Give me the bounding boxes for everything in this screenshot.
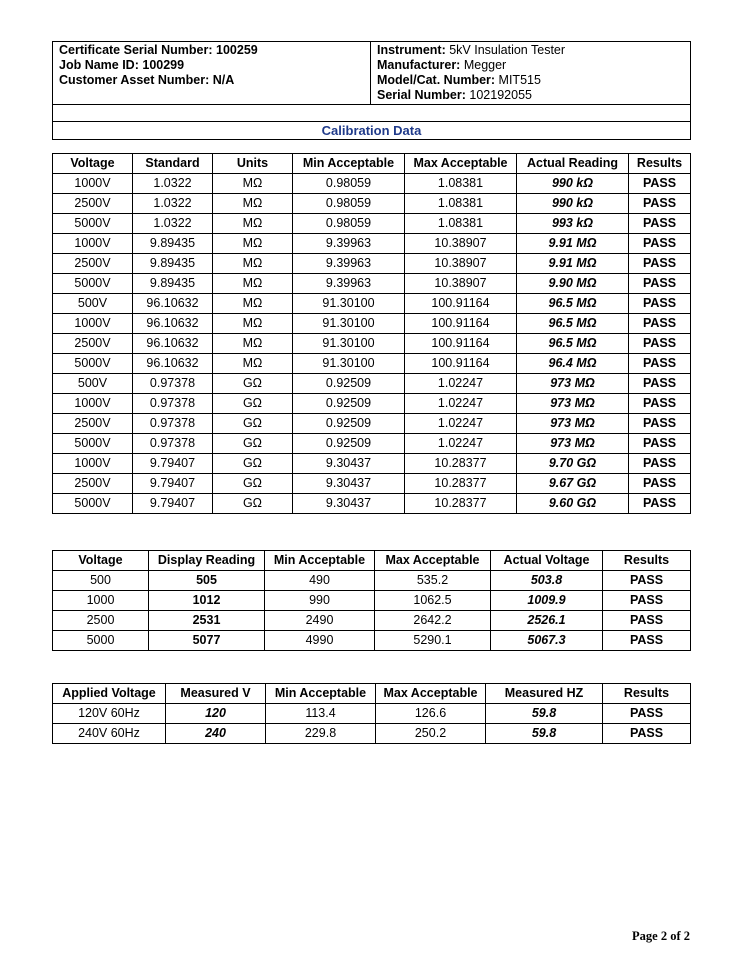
table-cell: 1.02247	[405, 374, 517, 394]
table-cell: GΩ	[213, 374, 293, 394]
table-row	[53, 314, 691, 334]
table-cell: MΩ	[213, 314, 293, 334]
table-cell: GΩ	[213, 454, 293, 474]
table-cell: 5000V	[53, 274, 133, 294]
table-cell: PASS	[629, 454, 691, 474]
table-cell: 5000V	[53, 214, 133, 234]
table-row	[53, 374, 691, 394]
table-cell: PASS	[603, 591, 691, 611]
table-header-row	[53, 154, 691, 174]
column-header: Measured V	[166, 684, 266, 704]
table-cell: 9.89435	[133, 254, 213, 274]
table-cell: 126.6	[376, 704, 486, 724]
table-cell: 10.38907	[405, 254, 517, 274]
table-cell: 0.98059	[293, 214, 405, 234]
table-cell: 1009.9	[491, 591, 603, 611]
table-row	[53, 354, 691, 374]
table-cell: PASS	[603, 724, 691, 744]
table-cell: PASS	[629, 474, 691, 494]
column-header: Measured HZ	[486, 684, 603, 704]
column-header: Max Acceptable	[405, 154, 517, 174]
table-cell: 2490	[265, 611, 375, 631]
table-cell: 229.8	[266, 724, 376, 744]
table-cell: 1000V	[53, 314, 133, 334]
ac-voltage-calibration-table	[52, 683, 691, 744]
table-cell: 240	[166, 724, 266, 744]
table-row	[53, 394, 691, 414]
table-cell: 9.30437	[293, 494, 405, 514]
table-cell: 0.92509	[293, 414, 405, 434]
table-cell: 9.89435	[133, 234, 213, 254]
table-cell: 503.8	[491, 571, 603, 591]
table-cell: 0.92509	[293, 434, 405, 454]
table-row	[53, 194, 691, 214]
table-cell: PASS	[603, 571, 691, 591]
table-cell: 96.5 MΩ	[517, 314, 629, 334]
table-cell: 59.8	[486, 704, 603, 724]
table-cell: 240V 60Hz	[53, 724, 166, 744]
table-cell: 990 kΩ	[517, 194, 629, 214]
table-cell: PASS	[629, 334, 691, 354]
table-cell: PASS	[629, 354, 691, 374]
table-cell: 1.08381	[405, 194, 517, 214]
column-header: Min Acceptable	[293, 154, 405, 174]
table-cell: PASS	[603, 704, 691, 724]
table-cell: 96.10632	[133, 334, 213, 354]
table-cell: 500V	[53, 374, 133, 394]
table-row	[53, 174, 691, 194]
table-cell: PASS	[629, 194, 691, 214]
table-cell: 1062.5	[375, 591, 491, 611]
table-cell: 9.90 MΩ	[517, 274, 629, 294]
table-cell: MΩ	[213, 294, 293, 314]
table-cell: 2500V	[53, 194, 133, 214]
table-cell: 2500V	[53, 414, 133, 434]
table-cell: 91.30100	[293, 354, 405, 374]
table-cell: MΩ	[213, 234, 293, 254]
column-header: Results	[629, 154, 691, 174]
table-cell: 9.60 GΩ	[517, 494, 629, 514]
table-cell: 2500	[53, 611, 149, 631]
table-cell: 0.92509	[293, 374, 405, 394]
table-cell: PASS	[629, 314, 691, 334]
table-cell: 1.0322	[133, 214, 213, 234]
header-left-line: Job Name ID: 100299	[59, 58, 185, 72]
table-cell: 993 kΩ	[517, 214, 629, 234]
table-cell: PASS	[629, 174, 691, 194]
instrument-info-cell	[371, 42, 691, 105]
table-cell: 100.91164	[405, 294, 517, 314]
table-cell: 100.91164	[405, 314, 517, 334]
column-header: Results	[603, 551, 691, 571]
table-cell: 5290.1	[375, 631, 491, 651]
table-cell: PASS	[629, 234, 691, 254]
column-header: Actual Reading	[517, 154, 629, 174]
table-cell: 59.8	[486, 724, 603, 744]
table-cell: 96.5 MΩ	[517, 334, 629, 354]
column-header: Applied Voltage	[53, 684, 166, 704]
table-cell: 9.79407	[133, 474, 213, 494]
table-cell: PASS	[603, 611, 691, 631]
table-cell: 1000V	[53, 454, 133, 474]
table-row	[53, 631, 691, 651]
table-cell: 9.30437	[293, 474, 405, 494]
certificate-info-cell	[53, 42, 371, 105]
table-cell: 5000	[53, 631, 149, 651]
table-header-row	[53, 551, 691, 571]
table-cell: MΩ	[213, 194, 293, 214]
table-cell: PASS	[629, 394, 691, 414]
table-cell: 9.39963	[293, 254, 405, 274]
table-cell: 973 MΩ	[517, 434, 629, 454]
table-cell: 120	[166, 704, 266, 724]
table-cell: 9.89435	[133, 274, 213, 294]
table-cell: 2642.2	[375, 611, 491, 631]
table-cell: 9.79407	[133, 494, 213, 514]
table-cell: 1000	[53, 591, 149, 611]
table-cell: PASS	[629, 374, 691, 394]
table-cell: 0.97378	[133, 414, 213, 434]
resistance-calibration-table	[52, 153, 691, 514]
table-row	[53, 704, 691, 724]
table-cell: 1.08381	[405, 214, 517, 234]
table-cell: 9.67 GΩ	[517, 474, 629, 494]
table-cell: MΩ	[213, 254, 293, 274]
table-header-row	[53, 684, 691, 704]
table-cell: 96.10632	[133, 294, 213, 314]
table-cell: GΩ	[213, 494, 293, 514]
column-header: Min Acceptable	[266, 684, 376, 704]
column-header: Standard	[133, 154, 213, 174]
table-row	[53, 611, 691, 631]
header-right-line: Serial Number: 102192055	[377, 88, 532, 102]
table-cell: 96.4 MΩ	[517, 354, 629, 374]
table-cell: 535.2	[375, 571, 491, 591]
table-cell: 10.38907	[405, 234, 517, 254]
table-row	[53, 414, 691, 434]
table-cell: GΩ	[213, 414, 293, 434]
table-cell: 9.70 GΩ	[517, 454, 629, 474]
table-row	[53, 454, 691, 474]
certificate-header	[52, 41, 691, 140]
table-cell: 973 MΩ	[517, 394, 629, 414]
table-row	[53, 254, 691, 274]
header-right-line: Manufacturer: Megger	[377, 58, 507, 72]
table-cell: PASS	[629, 214, 691, 234]
table-cell: 990 kΩ	[517, 174, 629, 194]
table-cell: 2526.1	[491, 611, 603, 631]
table-cell: MΩ	[213, 214, 293, 234]
section-title: Calibration Data	[53, 122, 691, 140]
table-cell: 5077	[149, 631, 265, 651]
table-cell: 5000V	[53, 494, 133, 514]
table-row	[53, 571, 691, 591]
table-cell: 1.02247	[405, 394, 517, 414]
table-cell: PASS	[629, 294, 691, 314]
column-header: Max Acceptable	[375, 551, 491, 571]
table-row	[53, 274, 691, 294]
table-cell: 91.30100	[293, 294, 405, 314]
table-cell: 1000V	[53, 174, 133, 194]
table-cell: 9.30437	[293, 454, 405, 474]
table-cell: PASS	[603, 631, 691, 651]
table-cell: 96.10632	[133, 314, 213, 334]
table-cell: 100.91164	[405, 334, 517, 354]
table-cell: 5067.3	[491, 631, 603, 651]
table-row	[53, 494, 691, 514]
table-cell: 2500V	[53, 254, 133, 274]
table-cell: 9.91 MΩ	[517, 254, 629, 274]
table-cell: 2500V	[53, 334, 133, 354]
table-cell: 5000V	[53, 354, 133, 374]
table-cell: 10.28377	[405, 454, 517, 474]
table-cell: 973 MΩ	[517, 374, 629, 394]
table-cell: 1.0322	[133, 194, 213, 214]
table-cell: 10.28377	[405, 494, 517, 514]
header-left-line: Customer Asset Number: N/A	[59, 73, 235, 87]
table-cell: 0.97378	[133, 434, 213, 454]
table-cell: 1.08381	[405, 174, 517, 194]
table-cell: 1000V	[53, 234, 133, 254]
column-header: Max Acceptable	[376, 684, 486, 704]
table-cell: 500	[53, 571, 149, 591]
table-cell: 0.92509	[293, 394, 405, 414]
column-header: Results	[603, 684, 691, 704]
table-cell: 0.98059	[293, 194, 405, 214]
column-header: Voltage	[53, 154, 133, 174]
table-cell: 10.38907	[405, 274, 517, 294]
table-cell: MΩ	[213, 274, 293, 294]
table-row	[53, 214, 691, 234]
table-cell: 10.28377	[405, 474, 517, 494]
table-cell: PASS	[629, 254, 691, 274]
table-cell: 9.39963	[293, 234, 405, 254]
column-header: Actual Voltage	[491, 551, 603, 571]
header-right-line: Model/Cat. Number: MIT515	[377, 73, 541, 87]
table-cell: 9.39963	[293, 274, 405, 294]
table-cell: 973 MΩ	[517, 414, 629, 434]
table-cell: MΩ	[213, 174, 293, 194]
table-cell: 96.10632	[133, 354, 213, 374]
column-header: Voltage	[53, 551, 149, 571]
table-cell: 91.30100	[293, 334, 405, 354]
table-row	[53, 591, 691, 611]
table-cell: 96.5 MΩ	[517, 294, 629, 314]
table-cell: 4990	[265, 631, 375, 651]
table-cell: 1.0322	[133, 174, 213, 194]
table-cell: 120V 60Hz	[53, 704, 166, 724]
header-right-line: Instrument: 5kV Insulation Tester	[377, 43, 566, 57]
column-header: Display Reading	[149, 551, 265, 571]
table-cell: MΩ	[213, 354, 293, 374]
table-cell: GΩ	[213, 394, 293, 414]
table-row	[53, 294, 691, 314]
table-cell: 2500V	[53, 474, 133, 494]
table-cell: 1000V	[53, 394, 133, 414]
table-cell: 9.79407	[133, 454, 213, 474]
table-row	[53, 474, 691, 494]
table-cell: 250.2	[376, 724, 486, 744]
table-row	[53, 724, 691, 744]
table-cell: 113.4	[266, 704, 376, 724]
table-cell: 990	[265, 591, 375, 611]
table-cell: 2531	[149, 611, 265, 631]
table-cell: GΩ	[213, 434, 293, 454]
column-header: Units	[213, 154, 293, 174]
table-cell: 1.02247	[405, 434, 517, 454]
voltage-calibration-table	[52, 550, 691, 651]
table-cell: GΩ	[213, 474, 293, 494]
table-cell: 9.91 MΩ	[517, 234, 629, 254]
table-cell: 5000V	[53, 434, 133, 454]
table-cell: PASS	[629, 494, 691, 514]
table-cell: 91.30100	[293, 314, 405, 334]
table-row	[53, 234, 691, 254]
table-cell: 500V	[53, 294, 133, 314]
table-cell: 505	[149, 571, 265, 591]
table-row	[53, 434, 691, 454]
table-cell: PASS	[629, 434, 691, 454]
table-cell: 0.97378	[133, 374, 213, 394]
table-cell: PASS	[629, 274, 691, 294]
header-left-line: Certificate Serial Number: 100259	[59, 43, 258, 57]
table-cell: 0.98059	[293, 174, 405, 194]
table-cell: 490	[265, 571, 375, 591]
table-cell: 0.97378	[133, 394, 213, 414]
table-cell: MΩ	[213, 334, 293, 354]
column-header: Min Acceptable	[265, 551, 375, 571]
table-cell: 1012	[149, 591, 265, 611]
page-number: Page 2 of 2	[632, 929, 690, 943]
table-cell: PASS	[629, 414, 691, 434]
table-cell: 1.02247	[405, 414, 517, 434]
table-cell: 100.91164	[405, 354, 517, 374]
blank-row	[53, 105, 691, 122]
table-row	[53, 334, 691, 354]
